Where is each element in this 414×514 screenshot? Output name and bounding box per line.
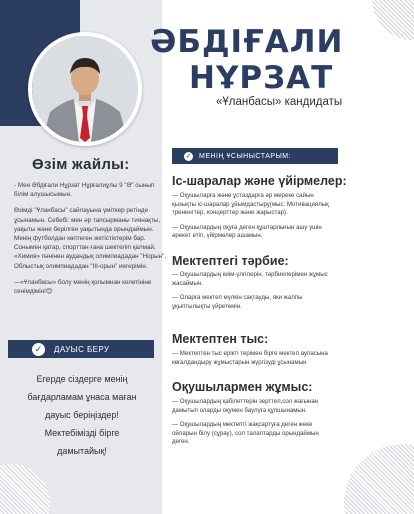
section-paragraph: — Оларға мектеп мүлкін сақтауды, яки жалпы ұқыптылықты үйретемін. xyxy=(172,294,303,310)
about-paragraph-3: —«Ұланбасы» болу менің қолымнан келетініне сенімдімін!😊 xyxy=(14,278,152,296)
about-paragraph-2: Өзімді "Ұланбасы" сайлауына үміткер ретінде ұсынамын. Себебі: мен әр тапсырманы тиянақты, уақыты және берілген уақытында орындаймын. Менің футболдан көптеген жетістіктерім бар. Сонымен қатар, спорттан ғана шектеліп қалмай, «Химия» пәнінен аудандық олимпиададан "Норын", Облыстық олимпиададан "ІІІ-орын" иегерімін. xyxy=(14,207,167,270)
proposals-banner-label: МЕНІҢ ҰСЫНЫСТАРЫМ: xyxy=(199,152,292,160)
check-circle-icon: ✓ xyxy=(32,343,45,356)
vote-line-5: дамытайық! xyxy=(57,446,107,456)
striped-circle-decoration xyxy=(372,0,414,40)
vote-banner xyxy=(8,340,154,358)
vote-line-3: дауыс беріңіздер! xyxy=(45,410,119,420)
striped-circle-decoration xyxy=(344,444,414,514)
section-text-events xyxy=(172,192,332,247)
about-text xyxy=(14,181,170,303)
section-text-student-work xyxy=(172,398,332,453)
section-text-education xyxy=(172,271,332,317)
vote-line-1: Егерде сіздерге менің xyxy=(36,374,128,384)
vote-line-2: бағдарламам ұнаса маған xyxy=(27,392,137,402)
proposals-banner xyxy=(172,148,338,164)
check-circle-icon: ✓ xyxy=(185,152,192,160)
section-title-education: Мектептегі тәрбие: xyxy=(172,254,289,268)
section-paragraph: — Оқушылардың қабілеттерін зерттеп,сол жағынан дамытып оларды оқумен баулуға құлшынамын. xyxy=(172,398,319,414)
about-paragraph-1: - Мен Әбдіғали Нұрзат Нұрғалиұлы 9 "Ә" сынып білім алушысымын. xyxy=(14,182,155,199)
vote-line-4: Мектебімізді бірге xyxy=(44,428,120,438)
about-heading: Өзім жайлы: xyxy=(32,156,130,173)
candidate-subtitle: «Ұланбасы» кандидаты xyxy=(216,96,343,108)
section-text-outside-school xyxy=(172,350,332,373)
section-title-events: Іс-шаралар және үйірмелер: xyxy=(172,174,347,188)
vote-appeal xyxy=(8,370,156,460)
section-paragraph: — Оқушылардың киім-үлгілерін, тәрбиелерімен жұмыс жасаймын. xyxy=(172,271,328,287)
section-paragraph: — Мектептен тыс ерікті терімен бірге мектеп ауласына көгалдандыру жұмыстарын жүргізуді ұсынамын xyxy=(172,350,328,366)
section-paragraph: — Оқушылардың оқуға деген құштарлығын ашу үшін әрекет етіп, үйірмелер ашамын. xyxy=(172,223,322,240)
candidate-photo xyxy=(28,32,142,146)
section-title-student-work: Оқушылармен жұмыс: xyxy=(172,380,313,394)
section-title-outside-school: Мектептен тыс: xyxy=(172,332,269,346)
vote-banner-label: ДАУЫС БЕРУ xyxy=(54,344,110,354)
section-paragraph: — Оқушылардың мектепті жақсартуға деген жеке ойларын білу (сұрау), сол талаптарды орындаймын деген. xyxy=(172,421,319,446)
section-paragraph: — Оқушыларға және ұстаздарға әр мереке сайын қызықты іс-шаралар ұйымдастыру(мыс: Мотивациялық тренингтер, концерттер және жарыстар). xyxy=(172,192,329,217)
candidate-first-name: ӘБДІҒАЛИ xyxy=(150,24,344,60)
candidate-last-name: НҰРЗАТ xyxy=(189,60,334,96)
